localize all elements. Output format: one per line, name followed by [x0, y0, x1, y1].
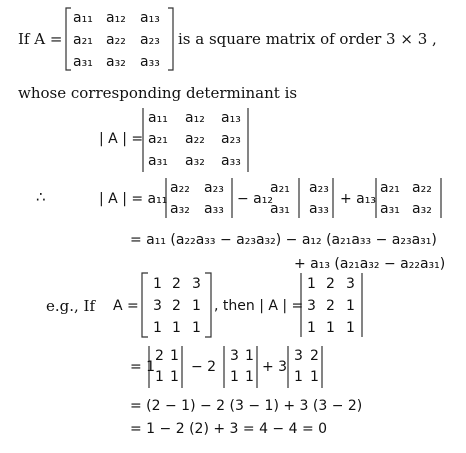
example-a-label: A = — [113, 298, 139, 314]
expansion-op-plus: + a₁₃ — [340, 191, 376, 207]
example-label: e.g., If — [46, 297, 96, 315]
minor-cell: a₃₂ — [412, 201, 432, 217]
expansion-lhs: | A | = a₁₁ — [99, 191, 168, 207]
matrix-cell: a₃₁ — [73, 54, 93, 70]
det-cell: a₃₂ — [185, 153, 205, 169]
example-det-cell: 1 — [326, 320, 335, 336]
cofactor-cell: 1 — [170, 348, 179, 364]
cofactor-cell: 1 — [230, 369, 239, 385]
example-cell: 1 — [192, 320, 201, 336]
example-det-cell: 1 — [346, 320, 355, 336]
matrix-cell: a₂₂ — [106, 32, 126, 48]
matrix-cell: a₁₂ — [106, 10, 126, 26]
example-det-cell: 2 — [326, 298, 335, 314]
minor-cell: a₂₁ — [270, 180, 290, 196]
cofactor-cell: 2 — [310, 348, 319, 364]
example-cell: 3 — [192, 276, 201, 292]
then-label: , then | A | = — [214, 298, 304, 314]
cofactor-cell: 1 — [245, 369, 254, 385]
minor-cell: a₂₃ — [204, 180, 224, 196]
example-cell: 1 — [172, 320, 181, 336]
cofactor-cell: 1 — [294, 369, 303, 385]
expanded-line-1: = a₁₁ (a₂₂a₃₃ − a₂₃a₃₂) − a₁₂ (a₂₁a₃₃ − a₂₃a₃₁) — [130, 232, 437, 248]
det-label: | A | = — [99, 131, 144, 147]
evaluation-line-1: = (2 − 1) − 2 (3 − 1) + 3 (3 − 2) — [130, 398, 363, 414]
example-cell: 2 — [172, 298, 181, 314]
cofactor-op-plus: + 3 — [262, 359, 288, 375]
det-cell: a₂₂ — [185, 131, 205, 147]
det-cell: a₁₃ — [221, 110, 241, 126]
det-cell: a₂₃ — [221, 131, 241, 147]
example-det-cell: 1 — [307, 276, 316, 292]
cofactor-cell: 1 — [155, 369, 164, 385]
matrix-cell: a₂₁ — [73, 32, 93, 48]
cofactor-cell: 1 — [245, 348, 254, 364]
expanded-line-2: + a₁₃ (a₂₁a₃₂ − a₂₂a₃₁) — [294, 256, 446, 272]
order-text: is a square matrix of order 3 × 3 , — [178, 30, 437, 48]
cofactor-cell: 2 — [155, 348, 164, 364]
intro-sentence: whose corresponding determinant is — [18, 84, 298, 102]
cofactor-cell: 1 — [170, 369, 179, 385]
matrix-cell: a₃₂ — [106, 54, 126, 70]
example-cell: 1 — [153, 276, 162, 292]
evaluation-line-2: = 1 − 2 (2) + 3 = 4 − 4 = 0 — [130, 421, 328, 437]
expansion-op-minus: − a₁₂ — [237, 191, 273, 207]
matrix-cell: a₃₃ — [140, 54, 160, 70]
matrix-cell: a₂₃ — [140, 32, 160, 48]
example-det-cell: 3 — [307, 298, 316, 314]
if-a-label: If A = — [18, 30, 63, 48]
minor-cell: a₂₂ — [170, 180, 190, 196]
cofactor-cell: 3 — [294, 348, 303, 364]
therefore-symbol: ∴ — [36, 188, 46, 206]
example-cell: 2 — [172, 276, 181, 292]
example-cell: 3 — [153, 298, 162, 314]
det-cell: a₁₁ — [148, 110, 168, 126]
minor-cell: a₃₁ — [270, 201, 290, 217]
matrix-cell: a₁₃ — [140, 10, 160, 26]
cofactor-cell: 1 — [310, 369, 319, 385]
cofactor-cell: 3 — [230, 348, 239, 364]
det-cell: a₃₁ — [148, 153, 168, 169]
minor-cell: a₂₂ — [412, 180, 432, 196]
cofactor-op-minus: − 2 — [191, 359, 217, 375]
minor-cell: a₃₃ — [204, 201, 224, 217]
det-cell: a₁₂ — [185, 110, 205, 126]
det-cell: a₃₃ — [221, 153, 241, 169]
minor-cell: a₃₂ — [170, 201, 190, 217]
cofactor-c1: = 1 — [130, 359, 156, 375]
example-det-cell: 1 — [307, 320, 316, 336]
minor-cell: a₃₁ — [380, 201, 400, 217]
minor-cell: a₂₁ — [380, 180, 400, 196]
example-det-cell: 1 — [346, 298, 355, 314]
det-cell: a₂₁ — [148, 131, 168, 147]
example-cell: 1 — [153, 320, 162, 336]
example-det-cell: 2 — [326, 276, 335, 292]
minor-cell: a₃₃ — [309, 201, 329, 217]
example-det-cell: 3 — [346, 276, 355, 292]
matrix-cell: a₁₁ — [73, 10, 93, 26]
minor-cell: a₂₃ — [309, 180, 329, 196]
example-cell: 1 — [192, 298, 201, 314]
